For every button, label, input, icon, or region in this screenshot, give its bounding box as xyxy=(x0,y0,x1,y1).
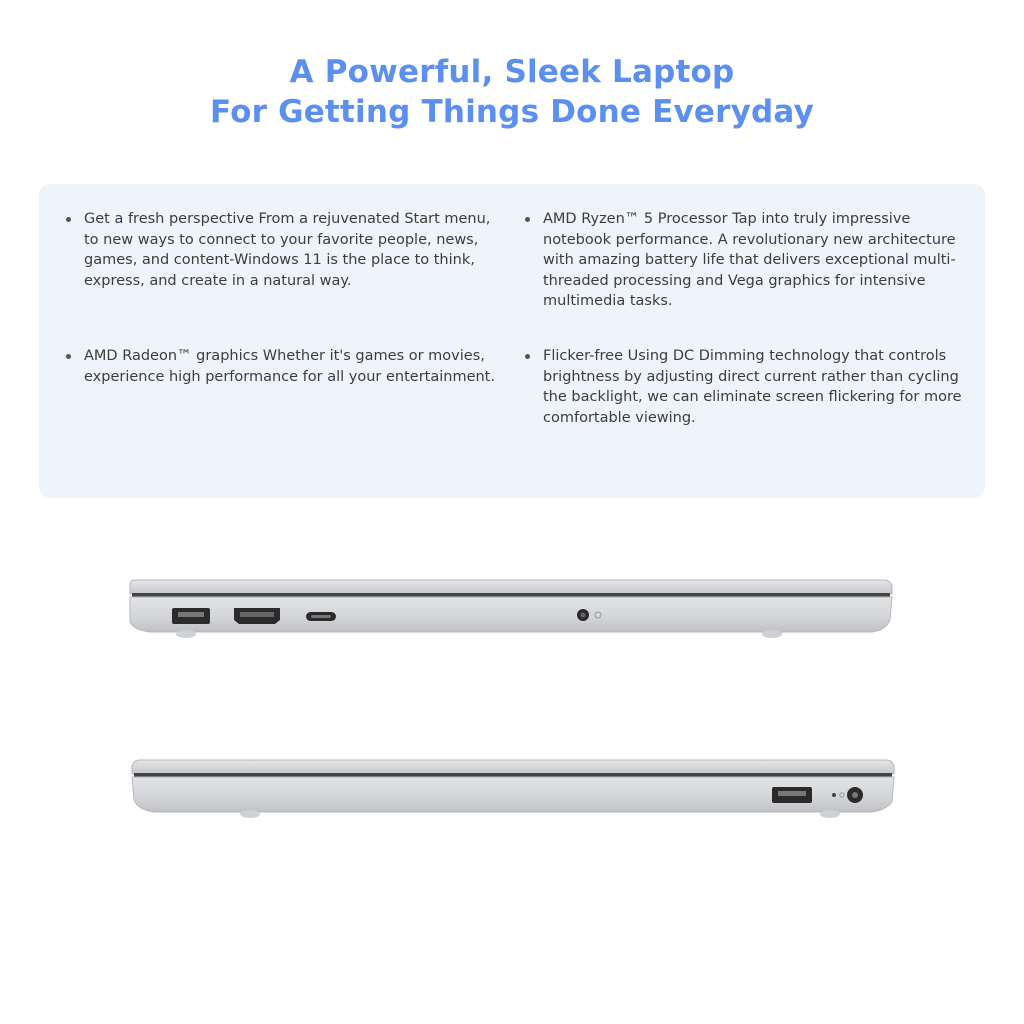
title-line-2: For Getting Things Done Everyday xyxy=(209,94,814,130)
feature-text: AMD Ryzen™ 5 Processor Tap into truly impressive notebook performance. A revolutionary new architecture with amazing battery life that delivers exceptional multi-threaded processing and Vega graphics for intensive multimedia tasks. xyxy=(543,211,956,310)
feature-windows xyxy=(66,209,496,291)
bullet-icon xyxy=(66,217,71,222)
feature-flicker-free xyxy=(525,346,965,428)
usb-a-port-icon xyxy=(772,787,812,803)
feature-text: Get a fresh perspective From a rejuvenated Start menu, to new ways to connect to your favorite people, news, games, and content-Windows 11 is the place to think, express, and create in a natural way. xyxy=(84,211,491,289)
laptop-right-side-image xyxy=(120,750,910,830)
usb-a-port-icon xyxy=(172,608,210,624)
bullet-icon xyxy=(525,354,530,359)
feature-processor xyxy=(525,209,965,312)
feature-graphics xyxy=(66,346,506,387)
title-line-1: A Powerful, Sleek Laptop xyxy=(289,54,735,90)
bullet-icon xyxy=(66,354,71,359)
feature-text: AMD Radeon™ graphics Whether it's games or movies, experience high performance for all your entertainment. xyxy=(84,348,495,385)
page-title xyxy=(0,52,1024,132)
hdmi-port-icon xyxy=(234,608,280,624)
feature-text: Flicker-free Using DC Dimming technology that controls brightness by adjusting direct current rather than cycling the backlight, we can eliminate screen flickering for more comfortable viewing. xyxy=(543,348,962,426)
usb-c-port-icon xyxy=(306,612,336,621)
laptop-left-side-image xyxy=(120,570,910,650)
bullet-icon xyxy=(525,217,530,222)
